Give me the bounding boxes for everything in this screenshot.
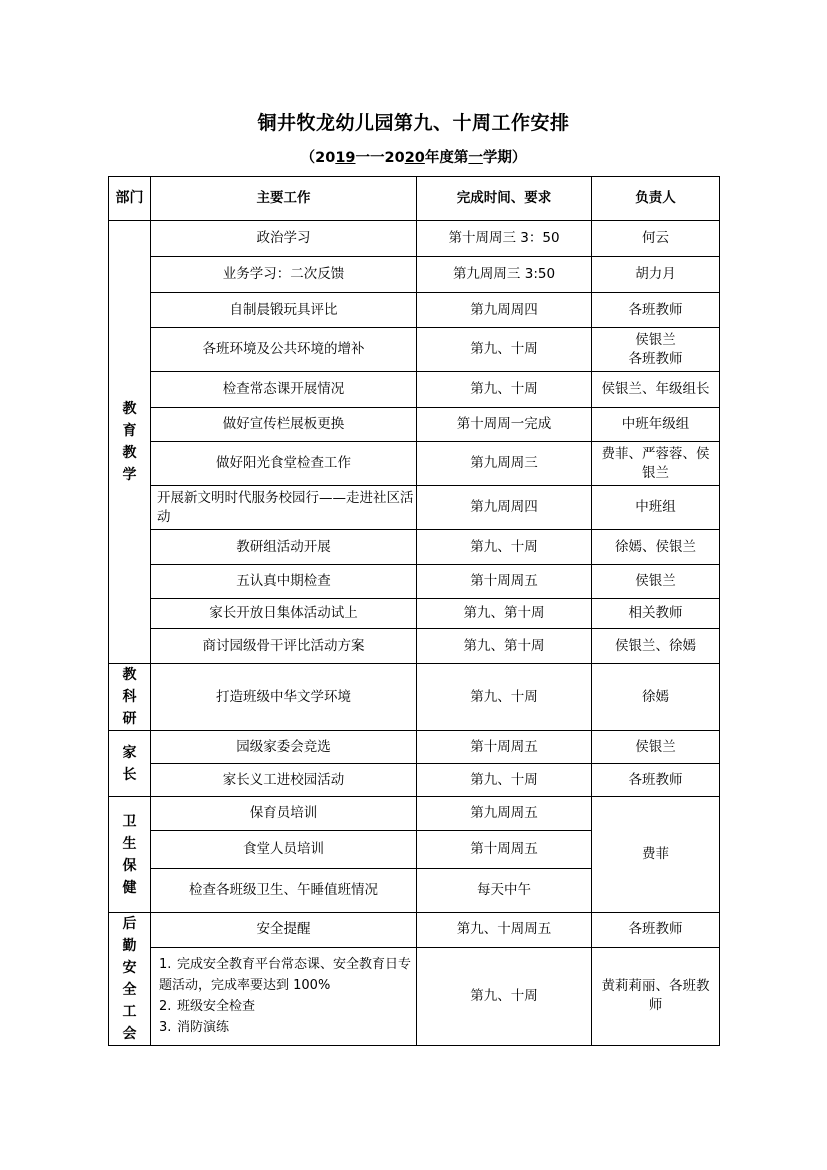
subtitle-year1-b: 19 [335, 150, 356, 166]
work-cell: 教研组活动开展 [151, 530, 417, 565]
list-item [159, 954, 412, 996]
list-item-number: 3. [159, 1020, 172, 1036]
table-row [109, 530, 720, 565]
time-cell: 第九、十周 [417, 664, 592, 731]
person-cell: 中班组 [592, 486, 720, 530]
time-cell: 第九周周五 [417, 797, 592, 831]
work-cell: 商讨园级骨干评比活动方案 [151, 629, 417, 664]
work-cell: 家长义工进校园活动 [151, 764, 417, 797]
time-cell: 第九、十周 [417, 372, 592, 408]
header-dept-text: 部门 [115, 190, 144, 206]
time-cell: 第十周周五 [417, 565, 592, 599]
dept-label: 后勤安全工会 [122, 916, 137, 1042]
list-item [159, 1017, 412, 1038]
work-cell [151, 947, 417, 1045]
table-row [109, 442, 720, 486]
work-cell: 业务学习：二次反馈 [151, 257, 417, 293]
dept-cell [109, 731, 151, 797]
work-cell: 做好阳光食堂检查工作 [151, 442, 417, 486]
person-cell: 中班年级组 [592, 408, 720, 442]
list-item-number: 1. [159, 957, 172, 973]
dept-label: 教科研 [122, 667, 137, 727]
time-cell: 第九、十周周五 [417, 913, 592, 948]
work-cell: 各班环境及公共环境的增补 [151, 328, 417, 372]
table-row [109, 913, 720, 948]
time-cell: 第十周周一完成 [417, 408, 592, 442]
list-item-number: 2. [159, 999, 172, 1015]
work-cell: 做好宣传栏展板更换 [151, 408, 417, 442]
list-item-text: 完成安全教育平台常态课、安全教育日专题活动，完成率要达到 100% [159, 957, 412, 994]
person-cell: 各班教师 [592, 764, 720, 797]
time-cell: 第十周周五 [417, 731, 592, 764]
document-title: 铜井牧龙幼儿园第九、十周工作安排 [257, 112, 570, 134]
dept-label: 卫生保健 [122, 813, 137, 896]
time-cell: 每天中午 [417, 869, 592, 913]
header-person: 负责人 [592, 177, 720, 221]
person-cell: 相关教师 [592, 599, 720, 629]
table-row [109, 731, 720, 764]
header-time: 完成时间、要求 [417, 177, 592, 221]
work-cell: 自制晨锻玩具评比 [151, 293, 417, 328]
table-row [109, 221, 720, 257]
person-cell: 费菲 [592, 797, 720, 913]
work-cell: 安全提醒 [151, 913, 417, 948]
header-dept [109, 177, 151, 221]
work-item-list [151, 954, 416, 1038]
subtitle-end: 学期） [482, 150, 527, 166]
table-row [109, 565, 720, 599]
work-cell: 家长开放日集体活动试上 [151, 599, 417, 629]
table-row [109, 947, 720, 1045]
table-row [109, 764, 720, 797]
time-cell: 第九周周三 3:50 [417, 257, 592, 293]
person-cell: 胡力月 [592, 257, 720, 293]
table-header-row [109, 177, 720, 221]
list-item-text: 班级安全检查 [177, 999, 256, 1015]
table-row [109, 328, 720, 372]
dept-label: 教育教学 [122, 401, 137, 483]
subtitle-year2-b: 20 [404, 150, 425, 166]
document-subtitle [0, 146, 827, 167]
time-cell: 第九周周四 [417, 293, 592, 328]
subtitle-open: （ [300, 150, 316, 166]
table-body [109, 221, 720, 1046]
list-item-text: 消防演练 [177, 1020, 230, 1036]
list-item [159, 996, 412, 1017]
table-row [109, 629, 720, 664]
person-cell: 侯银兰、徐嫣 [592, 629, 720, 664]
table-row [109, 664, 720, 731]
person-cell: 各班教师 [592, 913, 720, 948]
work-cell: 检查各班级卫生、午睡值班情况 [151, 869, 417, 913]
time-cell: 第十周周三 3：50 [417, 221, 592, 257]
dept-cell [109, 221, 151, 664]
dept-cell [109, 797, 151, 913]
subtitle-term: 一 [468, 150, 483, 166]
time-cell: 第九、第十周 [417, 599, 592, 629]
work-cell: 保育员培训 [151, 797, 417, 831]
work-cell: 政治学习 [151, 221, 417, 257]
person-cell: 何云 [592, 221, 720, 257]
person-cell: 侯银兰 [592, 731, 720, 764]
table-row [109, 408, 720, 442]
time-cell: 第九、第十周 [417, 629, 592, 664]
dept-cell [109, 913, 151, 1046]
time-cell: 第九、十周 [417, 328, 592, 372]
subtitle-year2-a: 20 [384, 150, 405, 166]
time-cell: 第九周周三 [417, 442, 592, 486]
table-row [109, 293, 720, 328]
schedule-table [108, 176, 720, 1046]
work-cell: 园级家委会竞选 [151, 731, 417, 764]
time-cell: 第九、十周 [417, 947, 592, 1045]
person-cell: 徐嫣、侯银兰 [592, 530, 720, 565]
person-cell: 徐嫣 [592, 664, 720, 731]
work-cell: 检查常态课开展情况 [151, 372, 417, 408]
person-cell: 侯银兰 各班教师 [592, 328, 720, 372]
table-row [109, 257, 720, 293]
work-cell: 开展新文明时代服务校园行——走进社区活动 [151, 486, 417, 530]
table-row [109, 599, 720, 629]
time-cell: 第九、十周 [417, 530, 592, 565]
work-cell: 五认真中期检查 [151, 565, 417, 599]
person-cell: 黄莉莉丽、各班教师 [592, 947, 720, 1045]
dept-label: 家长 [122, 744, 137, 783]
subtitle-year1-a: 20 [315, 150, 336, 166]
person-cell: 侯银兰、年级组长 [592, 372, 720, 408]
table-row [109, 797, 720, 831]
table-row [109, 372, 720, 408]
person-cell: 费菲、严蓉蓉、侯银兰 [592, 442, 720, 486]
subtitle-mid: 年度第 [424, 150, 469, 166]
work-cell: 食堂人员培训 [151, 831, 417, 869]
time-cell: 第九、十周 [417, 764, 592, 797]
dept-cell [109, 664, 151, 731]
header-work: 主要工作 [151, 177, 417, 221]
time-cell: 第九周周四 [417, 486, 592, 530]
table-row [109, 486, 720, 530]
work-cell: 打造班级中华文学环境 [151, 664, 417, 731]
person-cell: 侯银兰 [592, 565, 720, 599]
time-cell: 第十周周五 [417, 831, 592, 869]
person-cell: 各班教师 [592, 293, 720, 328]
subtitle-dash: 一一 [355, 150, 385, 166]
